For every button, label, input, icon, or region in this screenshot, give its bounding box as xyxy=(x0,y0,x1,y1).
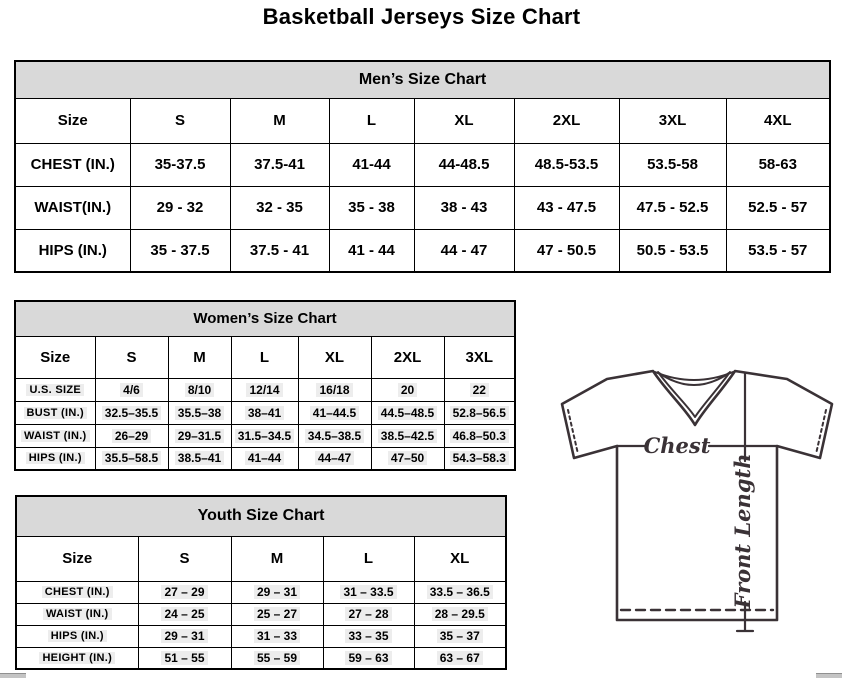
value-cell: 53.5-58 xyxy=(619,143,726,186)
size-column-header: Size xyxy=(15,336,95,378)
value-cell: 51 – 55 xyxy=(138,647,231,669)
col-header-cell: 2XL xyxy=(514,98,619,143)
value-cell: 59 – 63 xyxy=(323,647,414,669)
value-cell: 47–50 xyxy=(371,447,444,470)
value-cell: 47 - 50.5 xyxy=(514,229,619,272)
value-cell: 35 - 38 xyxy=(329,186,414,229)
value-cell: 20 xyxy=(371,378,444,401)
value-cell: 12/14 xyxy=(231,378,298,401)
value-cell: 52.8–56.5 xyxy=(444,401,515,424)
row-label-cell xyxy=(15,424,95,447)
youth-chart-title: Youth Size Chart xyxy=(16,496,506,536)
col-header-cell: M xyxy=(231,536,323,581)
col-header-cell: XL xyxy=(414,536,506,581)
table-row xyxy=(16,603,506,625)
value-cell: 26–29 xyxy=(95,424,168,447)
table-row xyxy=(16,625,506,647)
value-cell: 22 xyxy=(444,378,515,401)
table-row xyxy=(15,401,515,424)
value-cell: 54.3–58.3 xyxy=(444,447,515,470)
value-cell: 43 - 47.5 xyxy=(514,186,619,229)
size-column-header: Size xyxy=(16,536,138,581)
table-row xyxy=(15,143,830,186)
col-header-cell: 4XL xyxy=(726,98,830,143)
value-cell: 38 - 43 xyxy=(414,186,514,229)
value-cell: 38.5–42.5 xyxy=(371,424,444,447)
row-label: WAIST (IN.) xyxy=(21,430,90,442)
mens-size-table xyxy=(14,60,831,273)
col-header-cell: S xyxy=(138,536,231,581)
value-cell: 44.5–48.5 xyxy=(371,401,444,424)
table-row xyxy=(16,647,506,669)
table-title-row xyxy=(15,301,515,336)
value-cell: 35 – 37 xyxy=(414,625,506,647)
row-label-cell: WAIST(IN.) xyxy=(15,186,130,229)
column-header-row xyxy=(15,336,515,378)
womens-chart-title: Women’s Size Chart xyxy=(15,301,515,336)
table-row xyxy=(15,378,515,401)
row-label-cell: HIPS (IN.) xyxy=(15,229,130,272)
value-cell: 52.5 - 57 xyxy=(726,186,830,229)
col-header-cell: L xyxy=(231,336,298,378)
col-header-cell: XL xyxy=(298,336,371,378)
womens-size-table xyxy=(14,300,516,471)
table-title-row xyxy=(16,496,506,536)
value-cell: 41-44 xyxy=(329,143,414,186)
value-cell: 33.5 – 36.5 xyxy=(414,581,506,603)
row-label: BUST (IN.) xyxy=(24,407,87,419)
value-cell: 41–44.5 xyxy=(298,401,371,424)
row-label: U.S. SIZE xyxy=(26,384,84,396)
row-label-cell: CHEST (IN.) xyxy=(15,143,130,186)
jersey-diagram xyxy=(557,364,842,644)
scrollbar-fragment-left[interactable] xyxy=(0,673,26,678)
value-cell: 28 – 29.5 xyxy=(414,603,506,625)
col-header-cell: S xyxy=(95,336,168,378)
value-cell: 27 – 29 xyxy=(138,581,231,603)
row-label-cell xyxy=(16,603,138,625)
value-cell: 44–47 xyxy=(298,447,371,470)
row-label-cell xyxy=(16,625,138,647)
value-cell: 33 – 35 xyxy=(323,625,414,647)
row-label-cell xyxy=(15,447,95,470)
value-cell: 37.5-41 xyxy=(230,143,329,186)
row-label: CHEST (IN.) xyxy=(42,586,113,598)
col-header-cell: L xyxy=(323,536,414,581)
row-label: HEIGHT (IN.) xyxy=(39,652,115,664)
size-column-header: Size xyxy=(15,98,130,143)
table-row xyxy=(15,447,515,470)
value-cell: 29 – 31 xyxy=(138,625,231,647)
value-cell: 38.5–41 xyxy=(168,447,231,470)
value-cell: 29 - 32 xyxy=(130,186,230,229)
value-cell: 8/10 xyxy=(168,378,231,401)
value-cell: 47.5 - 52.5 xyxy=(619,186,726,229)
row-label-cell xyxy=(15,401,95,424)
jersey-outline xyxy=(562,371,832,620)
value-cell: 58-63 xyxy=(726,143,830,186)
scrollbar-fragment-right[interactable] xyxy=(816,673,842,678)
table-row xyxy=(16,581,506,603)
value-cell: 46.8–50.3 xyxy=(444,424,515,447)
value-cell: 34.5–38.5 xyxy=(298,424,371,447)
row-label: HIPS (IN.) xyxy=(48,630,107,642)
value-cell: 55 – 59 xyxy=(231,647,323,669)
value-cell: 29–31.5 xyxy=(168,424,231,447)
mens-chart-title: Men’s Size Chart xyxy=(15,61,830,98)
page-title: Basketball Jerseys Size Chart xyxy=(262,4,581,29)
chest-label: Chest xyxy=(643,433,711,458)
value-cell: 44 - 47 xyxy=(414,229,514,272)
value-cell: 27 – 28 xyxy=(323,603,414,625)
value-cell: 16/18 xyxy=(298,378,371,401)
row-label-cell xyxy=(16,647,138,669)
value-cell: 41–44 xyxy=(231,447,298,470)
value-cell: 25 – 27 xyxy=(231,603,323,625)
value-cell: 29 – 31 xyxy=(231,581,323,603)
value-cell: 24 – 25 xyxy=(138,603,231,625)
col-header-cell: 2XL xyxy=(371,336,444,378)
value-cell: 35 - 37.5 xyxy=(130,229,230,272)
value-cell: 44-48.5 xyxy=(414,143,514,186)
value-cell: 35.5–58.5 xyxy=(95,447,168,470)
value-cell: 32.5–35.5 xyxy=(95,401,168,424)
value-cell: 4/6 xyxy=(95,378,168,401)
table-title-row xyxy=(15,61,830,98)
row-label-cell xyxy=(16,581,138,603)
col-header-cell: M xyxy=(168,336,231,378)
row-label: WAIST (IN.) xyxy=(43,608,112,620)
value-cell: 35.5–38 xyxy=(168,401,231,424)
value-cell: 31.5–34.5 xyxy=(231,424,298,447)
value-cell: 48.5-53.5 xyxy=(514,143,619,186)
value-cell: 41 - 44 xyxy=(329,229,414,272)
col-header-cell: S xyxy=(130,98,230,143)
table-row xyxy=(15,229,830,272)
youth-size-table xyxy=(15,495,507,670)
value-cell: 31 – 33 xyxy=(231,625,323,647)
front-length-label: Front Length xyxy=(730,453,755,609)
col-header-cell: M xyxy=(230,98,329,143)
value-cell: 32 - 35 xyxy=(230,186,329,229)
row-label-cell xyxy=(15,378,95,401)
col-header-cell: 3XL xyxy=(444,336,515,378)
col-header-cell: L xyxy=(329,98,414,143)
table-row xyxy=(15,186,830,229)
value-cell: 37.5 - 41 xyxy=(230,229,329,272)
col-header-cell: XL xyxy=(414,98,514,143)
column-header-row xyxy=(15,98,830,143)
column-header-row xyxy=(16,536,506,581)
col-header-cell: 3XL xyxy=(619,98,726,143)
value-cell: 35-37.5 xyxy=(130,143,230,186)
row-label: HIPS (IN.) xyxy=(26,452,85,464)
value-cell: 53.5 - 57 xyxy=(726,229,830,272)
value-cell: 63 – 67 xyxy=(414,647,506,669)
table-row xyxy=(15,424,515,447)
value-cell: 31 – 33.5 xyxy=(323,581,414,603)
value-cell: 38–41 xyxy=(231,401,298,424)
value-cell: 50.5 - 53.5 xyxy=(619,229,726,272)
